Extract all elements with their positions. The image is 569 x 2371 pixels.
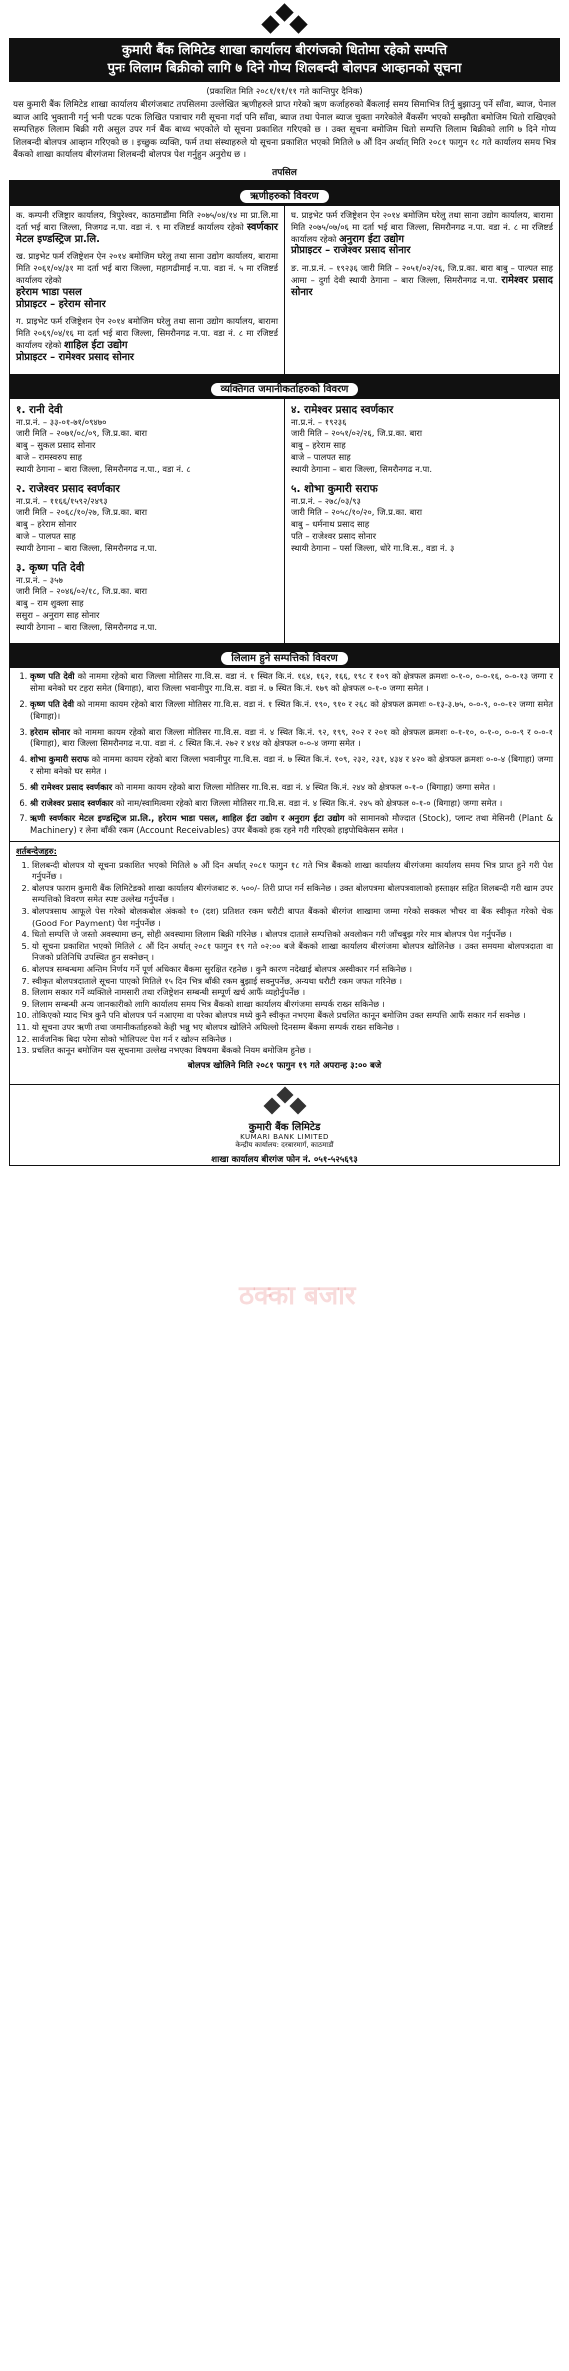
borrower-entry: घ. प्राइभेट फर्म रजिष्ट्रेशन ऐन २०१४ बमोजिम घरेलु तथा साना उद्योग कार्यालय, बारामा मिति २०७५/०७/०६ मा दर्ता भई बारा जिल्ला, सिमरौनगढ न.पा. वडा नं. ८ मा रजिष्टर्ड कार्यालय रहेको अनुराग ईटा उद्योग प्रोप्राइटर – राजेश्वर प्रसाद सोनार [291, 209, 553, 257]
properties-list-wrap [10, 671, 559, 837]
term-item: 1. शिलबन्दी बोलपत्र यो सूचना प्रकाशित भएको मितिले ७ औं दिन अर्थात् २०८१ फागुन १८ गते भित्र बैंकको शाखा कार्यालय बीरगंजमा कार्यालय समय भित्र प्राप्त हुने गरी पेश गर्नुपर्नेछ । [32, 860, 553, 883]
terms-section [10, 841, 559, 1080]
guarantors-left [10, 399, 284, 644]
tapasil-heading: तपसिल [272, 167, 297, 178]
term-item: 8. लिलाम सकार गर्ने व्यक्तिले नामसारी तथा रजिष्ट्रेशन सम्बन्धी सम्पूर्ण खर्च आफैं व्यहोर्नुपर्नेछ । [32, 987, 553, 999]
borrowers-title: ऋणीहरुको विवरण [240, 190, 328, 203]
terms-list [32, 860, 553, 1057]
kumari-bank-logo-bottom [257, 1089, 313, 1119]
borrower-name: स्वर्णकार मेटल इण्डस्ट्रिज प्रा.लि. [16, 221, 278, 245]
property-item: 1. कृष्ण पति देवी को नाममा रहेको बारा जिल्ला मोतिसर गा.वि.स. वडा नं. १ स्थित कि.नं. १६४, १६२, १६६, १९८ र १०९ को क्षेत्रफल क्रमशः ०-१-०, ०-०-१६, ०-०-१३ जग्गा र सोमा बनेको घर टहरा समेत (बिगाहा), बारा जिल्ला भवानीपुर गा.वि.स. वडा नं. ७ स्थित कि.नं. १७९ को क्षेत्रफल ०-१-० जग्गा समेत । [30, 671, 553, 695]
bank-name: कुमारी बैंक लिमिटेड [248, 1122, 321, 1134]
guarantors-columns [10, 399, 559, 644]
term-item: 13. प्रचलित कानून बमोजिम यस सूचनामा उल्लेख नभएका विषयमा बैंकको नियम बमोजिम हुनेछ । [32, 1045, 553, 1057]
borrower-proprietor: प्रोप्राइटर – हरेराम सोनार [16, 298, 106, 310]
bank-name-english: KUMARI BANK LIMITED [240, 1133, 329, 1142]
guarantor-name: ४. रामेश्वर प्रसाद स्वर्णकार [291, 403, 394, 416]
guarantor-entry: ३. कृष्ण पति देवी ना.प्र.नं. – ३५७ जारी मिति – २०४६/०२/१८, जि.प्र.का. बारा बाबु – राम शुक्ला साह ससुरा – अनुराग साह सोनार स्थायी ठेगाना – बारा जिल्ला, सिमरौनगढ न.पा. [16, 561, 278, 634]
property-item: 3. हरेराम सोनार को नाममा कायम रहेको बारा जिल्ला मोतिसर गा.वि.स. वडा नं. ४ स्थित कि.नं. ९२, १९९, २०२ र २०१ को क्षेत्रफल क्रमशः ०-१-१०, ०-१-०, ०-०-९ र ०-०-१ (बिगाहा), बारा जिल्ला सिमरौनगढ न.पा. वडा नं. ८ स्थित कि.नं. २७२ र ४१४ को क्षेत्रफल ०-०-४ जग्गा समेत । [30, 727, 553, 751]
borrowers-columns [10, 206, 559, 374]
bid-opening-note: बोलपत्र खोलिने मिति २०८१ फागुन १९ गते अपरान्ह ३:०० बजे [187, 1060, 382, 1071]
properties-title: लिलाम हुने सम्पत्तिको विवरण [221, 652, 347, 665]
term-item: 12. सार्वजनिक बिदा परेमा सोको भोलिपल्ट पेश गर्न र खोल्न सकिनेछ । [32, 1034, 553, 1046]
properties-section-bar [10, 643, 559, 668]
term-item: 2. बोलपत्र फाराम कुमारी बैंक लिमिटेडको शाखा कार्यालय बीरगंजबाट रु. ५००/- तिरी प्राप्त गर्न सकिनेछ । उक्त बोलपत्रमा बोलपत्रवालाको हस्ताक्षर सहित शिलबन्दी गरी खाम उपर सम्पत्तिको विवरण समेत स्पष्ट उल्लेख गर्नुपर्नेछ । [32, 883, 553, 906]
property-item: 2. कृष्ण पति देवी को नाममा कायम रहेको बारा जिल्ला मोतिसर गा.वि.स. वडा नं. १ स्थित कि.नं. १९०, ९१० र २६८ को क्षेत्रफल क्रमशः ०-१३-३.७५, ०-०-९, ०-०-१२ जग्गा समेत (बिगाहा)। [30, 699, 553, 723]
notice-header [9, 38, 560, 82]
notice-frame [9, 180, 560, 1166]
guarantor-entry: २. राजेश्वर प्रसाद स्वर्णकार ना.प्र.नं. – ११६६/१५९२/२४९३ जारी मिति – २०६८/१०/२७, जि.प्र.का. बारा बाबु – हरेराम सोनार बाजे – पालपत साह स्थायी ठेगाना – बारा जिल्ला, सिमरौनगढ न.पा. [16, 482, 278, 555]
notice-title-line1: कुमारी बैंक लिमिटेड शाखा कार्यालय बीरगंजको धितोमा रहेको सम्पत्ति [121, 43, 447, 58]
branch-address: शाखा कार्यालय बीरगंज फोन नं. ०५१-५२५६९३ [211, 1155, 358, 1166]
guarantor-entry: ५. शोभा कुमारी सराफ ना.प्र.नं. – २७८/०३/९३ जारी मिति – २०५८/१०/२०, जि.प्र.का. बारा बाबु – धर्मनाथ प्रसाद साह पति – राजेश्वर प्रसाद सोनार स्थायी ठेगाना – पर्सा जिल्ला, धोरे गा.वि.स., वडा नं. ३ [291, 482, 553, 555]
bank-head-office: केन्द्रीय कार्यालय: दरबारमार्ग, काठमाडौं [235, 1141, 334, 1150]
property-item: 5. श्री रामेश्वर प्रसाद स्वर्णकार को नाममा कायम रहेको बारा जिल्ला मोतिसर गा.वि.स. वडा नं. ४ स्थित कि.नं. २४४ को क्षेत्रफल ०-१-० (बिगाहा) जग्गा समेत । [30, 782, 553, 794]
term-item: 3. बोलपत्रसाथ आफूले पेस गरेको बोलकबोल अंकको १० (दश) प्रतिशत रकम धरौटी बापत बैंकको बीरगंज शाखामा जम्मा गरेको सक्कल भौचर वा बैंक स्वीकृत गरेको चेक (Good For Payment) पेश गर्नुपर्नेछ । [32, 906, 553, 929]
term-item: 10. तोकिएको म्याद भित्र कुनै पनि बोलपत्र पर्न नआएमा वा परेका बोलपत्र मध्ये कुनै स्वीकृत नभएमा बैंकले प्रचलित कानून बमोजिम उक्त सम्पत्ति आफैं सकार गर्न सक्नेछ । [32, 1010, 553, 1022]
borrower-name: हरेराम भाडा पसल [16, 286, 82, 298]
guarantor-name: २. राजेश्वर प्रसाद स्वर्णकार [16, 482, 120, 495]
property-item: 4. शोभा कुमारी सराफ को नाममा कायम रहेको बारा जिल्ला भवानीपुर गा.वि.स. वडा नं. ७ स्थित कि.नं. १०९, २३२, २३१, ४३४ र ४२० को क्षेत्रफल क्रमशः ०-०-४ (बिगाहा) जग्गा र सोमा बनेको घर समेत । [30, 754, 553, 778]
term-item: 9. लिलाम सम्बन्धी अन्य जानकारीको लागि कार्यालय समय भित्र बैंकको शाखा कार्यालय बीरगंजमा सम्पर्क राख्न सकिनेछ । [32, 999, 553, 1011]
guarantor-name: ३. कृष्ण पति देवी [16, 561, 85, 574]
notice-title-line2: पुनः लिलाम बिक्रीको लागि ७ दिने गोप्य शिलबन्दी बोलपत्र आव्हानको सूचना [107, 61, 462, 76]
properties-list [30, 671, 553, 837]
notice-footer [10, 1084, 559, 1165]
term-item: 11. यो सूचना उपर ऋणी तथा जमानीकर्ताहरुको केही भन्नु भए बोलपत्र खोलिने अघिल्लो दिनसम्म बैंकमा सम्पर्क राख्न सकिनेछ । [32, 1022, 553, 1034]
guarantors-section-bar [10, 374, 559, 399]
term-item: 4. धितो सम्पत्ति जे जस्तो अवस्थामा छन्, सोही अवस्थामा लिलाम बिक्री गरिनेछ । बोलपत्र दाताले सम्पत्तिको अवलोकन गरी जाँचबुझ गरेर मात्र बोलपत्र पेश गर्नुपर्नेछ । [32, 929, 553, 941]
guarantors-right [284, 399, 559, 644]
publish-note: (प्रकाशित मिति २०८१/११/११ गते कान्तिपुर दैनिक) [206, 87, 363, 97]
property-item: 7. ऋणी स्वर्णकार मेटल इण्डस्ट्रिज प्रा.लि., हरेराम भाडा पसल, शाहिल ईटा उद्योग र अनुराग ईटा उद्योग को सामानको मौज्दात (Stock), प्लान्ट तथा मेसिनरी (Plant & Machinery) र लेना बाँकी रकम (Account Receivables) उपर बैंकको हक रहने गरी गरिएको हाइपोथिकेसन समेत । [30, 813, 553, 837]
property-item: 6. श्री राजेश्वर प्रसाद स्वर्णकार को नाम/स्वामित्वमा रहेको बारा जिल्ला मोतिसर गा.वि.स. वडा नं. ४ स्थित कि.नं. २४५ को क्षेत्रफल ०-१-० (बिगाहा) जग्गा समेत । [30, 798, 553, 810]
borrowers-left [10, 206, 284, 374]
intro-paragraph: यस कुमारी बैंक लिमिटेड शाखा कार्यालय बीरगंजबाट तपसिलमा उल्लेखित ऋणीहरुले प्राप्त गरेको ऋण कर्जाहरुको बैंकलाई समय सिमाभित्र तिर्नु बुझाउनु पर्ने साँवा, ब्याज, पेनाल ब्याज आदि भुक्तानी गर्नु भनी पटक पटक लिखित पत्राचार गरी सूचना गर्दा पनि साँवा, ब्याज तथा पेनाल ब्याज चुक्ता नगरेकोले बैंकसँग भएको सम्झौता बमोजिम धितो राखिएको सम्पत्तिहरु लिलाम बिक्री गरी असुल उपर गर्न बैंक बाध्य भएकोले यो सूचना प्रकाशित गरिएको छ । उक्त सूचना बमोजिम धितो सम्पत्ति लिलाम बिक्रीको लागि ७ दिने गोप्य शिलबन्दी बोलपत्र आव्हान गरिएको छ । इच्छुक व्यक्ति, फर्म तथा संस्थाहरुले यो सूचना प्रकाशित भएको मितिले ७ औं दिन अर्थात् मिति २०८१ फागुन १८ गते कार्यालय समय भित्र बैंकको शाखा कार्यालय बीरगंजमा शिलबन्दी बोलपत्र पेश गर्नुहुन अनुरोध छ । [13, 100, 556, 161]
borrowers-right [284, 206, 559, 374]
borrower-entry: क. कम्पनी रजिष्ट्रार कार्यालय, त्रिपुरेश्वर, काठमाडौंमा मिति २०७५/०४/१४ मा प्रा.लि.मा दर्ता भई बारा जिल्ला, निजगढ न.पा. वडा नं. ९ मा रजिष्टर्ड कार्यालय रहेको स्वर्णकार मेटल इण्डस्ट्रिज प्रा.लि. [16, 209, 278, 245]
borrower-entry: ङ. ना.प्र.नं. – १९२३६ जारी मिति – २०५१/०२/२६, जि.प्र.का. बारा बाबु – पाल्पत साह आमा – दुर्गा देवी स्थायी ठेगाना – बारा जिल्ला, सिमरौनगढ न.पा. रामेश्वर प्रसाद सोनार [291, 263, 553, 298]
guarantor-entry: ४. रामेश्वर प्रसाद स्वर्णकार ना.प्र.नं. – १९२३६ जारी मिति – २०५१/०२/२६, जि.प्र.का. बारा बाबु – हरेराम साह बाजे – पालपत साह स्थायी ठेगाना – बारा जिल्ला, सिमरौनगढ न.पा. [291, 403, 553, 476]
guarantor-name: ५. शोभा कुमारी सराफ [291, 482, 378, 495]
borrower-name: रामेश्वर प्रसाद सोनार [291, 274, 553, 298]
guarantor-entry: १. रानी देवी ना.प्र.नं. – ३३-०१-७१/०९४७० जारी मिति – २०७१/०८/०९, जि.प्र.का. बारा बाबु – सुकल प्रसाद सोनार बाजे – रामस्वरुप साह स्थायी ठेगाना – बारा जिल्ला, सिमरौनगढ न.पा., वडा नं. ८ [16, 403, 278, 476]
borrower-name: अनुराग ईटा उद्योग [338, 233, 404, 245]
borrower-proprietor: प्रोप्राइटर – राजेश्वर प्रसाद सोनार [291, 245, 411, 257]
notice-page [9, 6, 560, 1311]
guarantor-name: १. रानी देवी [16, 403, 63, 416]
term-item: 5. यो सूचना प्रकाशित भएको मितिले ८ औं दिन अर्थात् २०८१ फागुन १९ गते ०२:०० बजे बैंकको शाखा कार्यालय बीरगंजमा बोलपत्र खोलिनेछ । उक्त समयमा बोलपत्रदाता वा निजको प्रतिनिधि उपस्थित हुन सक्नेछन् । [32, 941, 553, 964]
borrower-name: शाहिल ईटा उद्योग [63, 339, 128, 351]
terms-title: शर्तबन्देजहरु: [16, 846, 57, 857]
term-item: 6. बोलपत्र सम्बन्धमा अन्तिम निर्णय गर्ने पूर्ण अधिकार बैंकमा सुरक्षित रहनेछ । कुनै कारण नदेखाई बोलपत्र अस्वीकार गर्न सकिनेछ । [32, 964, 553, 976]
guarantors-title: व्यक्तिगत जमानीकर्ताहरुको विवरण [211, 383, 359, 396]
borrower-entry: ख. प्राइभेट फर्म रजिष्ट्रेशन ऐन २०१४ बमोजिम घरेलु तथा साना उद्योग कार्यालय, बारामा मिति २०६१/०४/३१ मा दर्ता भई बारा जिल्ला, महागढीमाई न.पा. वडा नं. ५ मा रजिष्टर्ड कार्यालय रहेको हरेराम भाडा पसल प्रोप्राइटर – हरेराम सोनार [16, 251, 278, 310]
borrower-entry: ग. प्राइभेट फर्म रजिष्ट्रेशन ऐन २०१४ बमोजिम घरेलु तथा साना उद्योग कार्यालय, बारामा मिति २०६९/०४/१६ मा दर्ता भई बारा जिल्ला, सिमरौनगढ न.पा. वडा नं. ८ मा रजिष्टर्ड कार्यालय रहेको शाहिल ईटा उद्योग प्रोप्राइटर – रामेश्वर प्रसाद सोनार [16, 316, 278, 363]
kumari-bank-logo-top [258, 6, 312, 36]
borrower-proprietor: प्रोप्राइटर – रामेश्वर प्रसाद सोनार [16, 351, 135, 363]
borrowers-section-bar [10, 181, 559, 206]
term-item: 7. स्वीकृत बोलपत्रदाताले सूचना पाएको मितिले १५ दिन भित्र बाँकी रकम बुझाई सक्नुपर्नेछ, अन्यथा धरौटी रकम जफत गरिनेछ । [32, 976, 553, 988]
watermark: ठक्का बजार [239, 1281, 356, 1311]
